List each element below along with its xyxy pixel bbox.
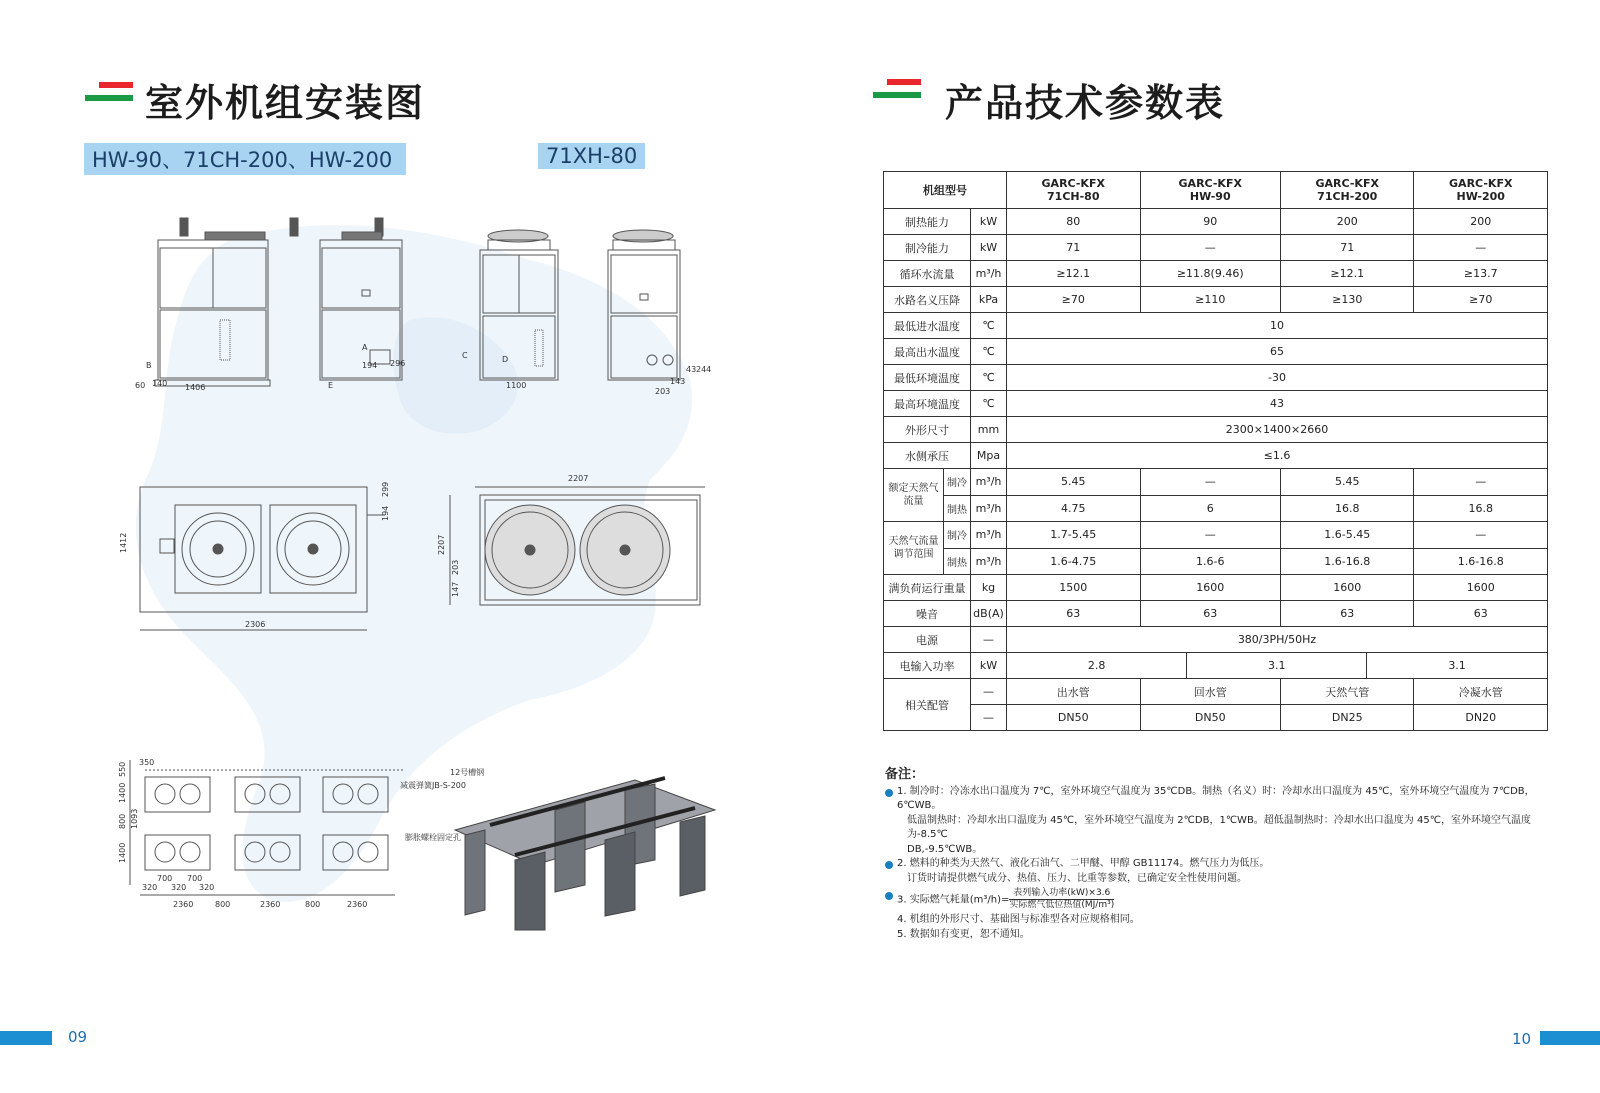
dim-text: 60: [135, 381, 146, 390]
table-row: 制冷能力 kW 71 — 71 —: [884, 235, 1548, 261]
note-3: 3. 实际燃气耗量(m³/h)= $\frac{\text{表列输入功率(kW)×3.6}}{\text{实际燃气低位热值(MJ/m³)}}$: [885, 888, 1565, 911]
dim-text: 203: [655, 387, 671, 396]
table-row: 噪音 dB(A) 63 63 63 63: [884, 601, 1548, 627]
dim-text: 800: [305, 900, 321, 909]
model-tag-2: 71XH-80: [538, 143, 645, 169]
dim-text: 320: [199, 883, 215, 892]
letter-label: B: [146, 361, 152, 370]
dim-text: 244: [696, 365, 712, 374]
letter-label: E: [328, 381, 334, 390]
formula-fraction: $\frac{\text{表列输入功率(kW)×3.6}}{\text{实际燃气低位热值(MJ/m³)}}$: [1009, 888, 1115, 910]
dim-text: 2360: [347, 900, 368, 909]
left-page-number: 09: [68, 1028, 88, 1046]
table-row: 天然气流量 调节范围 制冷 制热 m³/h 1.7-5.45 — 1.6-5.45 —: [884, 522, 1548, 549]
foundation-label-spring: 减震弹簧JB-S-200: [400, 781, 466, 790]
title-flag-icon: [873, 79, 921, 101]
dim-text: 147: [451, 581, 460, 597]
table-row: 最高出水温度 ℃ 65: [884, 339, 1548, 365]
note-1-cont: 低温制热时：冷却水出口温度为 45℃，室外环境空气温度为 2℃DB，1℃WB。超低温制热时：冷却水出口温度为 45℃，室外环境空气温度为-8.5℃: [907, 814, 1531, 840]
bullet-icon: [885, 861, 893, 869]
title-flag-icon: [85, 82, 133, 104]
dim-text: 2306: [245, 620, 266, 629]
left-page-title: 室外机组安装图: [145, 81, 426, 125]
table-row: 电源 — 380/3PH/50Hz: [884, 627, 1548, 653]
foundation-label-steel: 12号槽钢: [450, 768, 485, 777]
table-row: 电输入功率 kW 2.8 3.1 3.1: [884, 653, 1548, 679]
table-row: 外形尺寸 mm 2300×1400×2660: [884, 417, 1548, 443]
notes-section: [885, 768, 1565, 942]
right-page-title: 产品技术参数表: [945, 81, 1226, 125]
bullet-icon: [885, 892, 893, 900]
dim-text: 2207: [568, 474, 589, 483]
model-header: GARC-KFX HW-90: [1140, 172, 1280, 209]
dim-text: 700: [187, 874, 203, 883]
dim-text: 194: [381, 505, 390, 521]
dim-text: 1100: [506, 381, 527, 390]
table-row: 制热能力 kW 80 90 200 200: [884, 209, 1548, 235]
left-page-bar: [0, 1031, 52, 1045]
model-header: GARC-KFX HW-200: [1414, 172, 1548, 209]
table-row: 最低环境温度 ℃ -30: [884, 365, 1548, 391]
top-view-drawings: [120, 475, 720, 655]
right-page-bar: [1540, 1031, 1600, 1045]
table-row: 额定天然气 流量 制冷 制热 m³/h 5.45 — 5.45 —: [884, 469, 1548, 496]
dim-text: 1093: [130, 808, 139, 829]
table-row: 水路名义压降 kPa ≥70 ≥110 ≥130 ≥70: [884, 287, 1548, 313]
dim-text: 43: [686, 365, 697, 374]
spec-table: [883, 171, 1548, 731]
note-1: 1. 制冷时：冷冻水出口温度为 7℃，室外环境空气温度为 35℃DB。制热（名义）时：冷却水出口温度为 45℃，室外环境空气温度为 7℃DB，6℃WB。: [885, 785, 1565, 814]
note-4: 4. 机组的外形尺寸、基础图与标准型各对应规格相同。: [897, 914, 1140, 925]
foundation-layout-drawing: [115, 755, 415, 925]
dim-text: 320: [142, 883, 158, 892]
table-row: 最低进水温度 ℃ 10: [884, 313, 1548, 339]
foundation-label-bolt: 膨胀螺栓固定孔: [405, 833, 461, 842]
letter-label: C: [462, 351, 468, 360]
dim-text: 296: [390, 359, 406, 368]
model-header: GARC-KFX 71CH-200: [1280, 172, 1414, 209]
dim-text: 350: [139, 758, 155, 767]
table-row: 循环水流量 m³/h ≥12.1 ≥11.8(9.46) ≥12.1 ≥13.7: [884, 261, 1548, 287]
dim-text: 1412: [119, 532, 128, 553]
dim-text: 2360: [260, 900, 281, 909]
dim-text: 1400: [118, 782, 127, 803]
model-tag-1: HW-90、71CH-200、HW-200: [84, 143, 406, 175]
note-2: 2. 燃料的种类为天然气、液化石油气、二甲醚、甲醇 GB11174。燃气压力为低压。: [885, 857, 1565, 872]
note-2-cont: 订货时请提供燃气成分、热值、压力、比重等参数，已确定安全性使用问题。: [907, 872, 1247, 884]
right-page-number: 10: [1512, 1030, 1532, 1048]
dim-text: 700: [157, 874, 173, 883]
table-row: 相关配管 — 出水管 回水管 天然气管 冷凝水管: [884, 679, 1548, 705]
dim-text: 800: [118, 813, 127, 829]
note-1-cont: DB,-9.5℃WB。: [907, 843, 983, 855]
letter-label: A: [362, 343, 368, 352]
dim-text: 299: [381, 481, 390, 497]
letter-label: D: [502, 355, 509, 364]
dim-text: 1406: [185, 383, 206, 392]
dim-text: 143: [670, 377, 686, 386]
bullet-icon: [885, 789, 893, 797]
dim-text: 194: [362, 361, 378, 370]
table-row: 满负荷运行重量 kg 1500 1600 1600 1600: [884, 575, 1548, 601]
dim-text: 2360: [173, 900, 194, 909]
dim-text: 1400: [118, 842, 127, 863]
dim-text: 203: [451, 559, 460, 575]
table-row: 水侧承压 Mpa ≤1.6: [884, 443, 1548, 469]
note-5: 5. 数据如有变更，恕不通知。: [897, 928, 1030, 940]
table-header-label: 机组型号: [884, 172, 1007, 209]
table-row: m³/h 1.6-4.75 1.6-6 1.6-16.8 1.6-16.8: [884, 548, 1548, 575]
elevation-drawings: [130, 210, 720, 410]
table-row: 最高环境温度 ℃ 43: [884, 391, 1548, 417]
model-header: GARC-KFX 71CH-80: [1007, 172, 1141, 209]
dim-text: 800: [215, 900, 231, 909]
table-row: m³/h 4.75 6 16.8 16.8: [884, 495, 1548, 522]
dim-text: 320: [171, 883, 187, 892]
dim-text: 2207: [437, 534, 446, 555]
notes-heading: 备注：: [885, 767, 925, 782]
foundation-3d-drawing: [400, 768, 725, 930]
dim-text: 550: [118, 761, 127, 777]
dim-text: 140: [152, 379, 168, 388]
table-row: — DN50 DN50 DN25 DN20: [884, 705, 1548, 731]
